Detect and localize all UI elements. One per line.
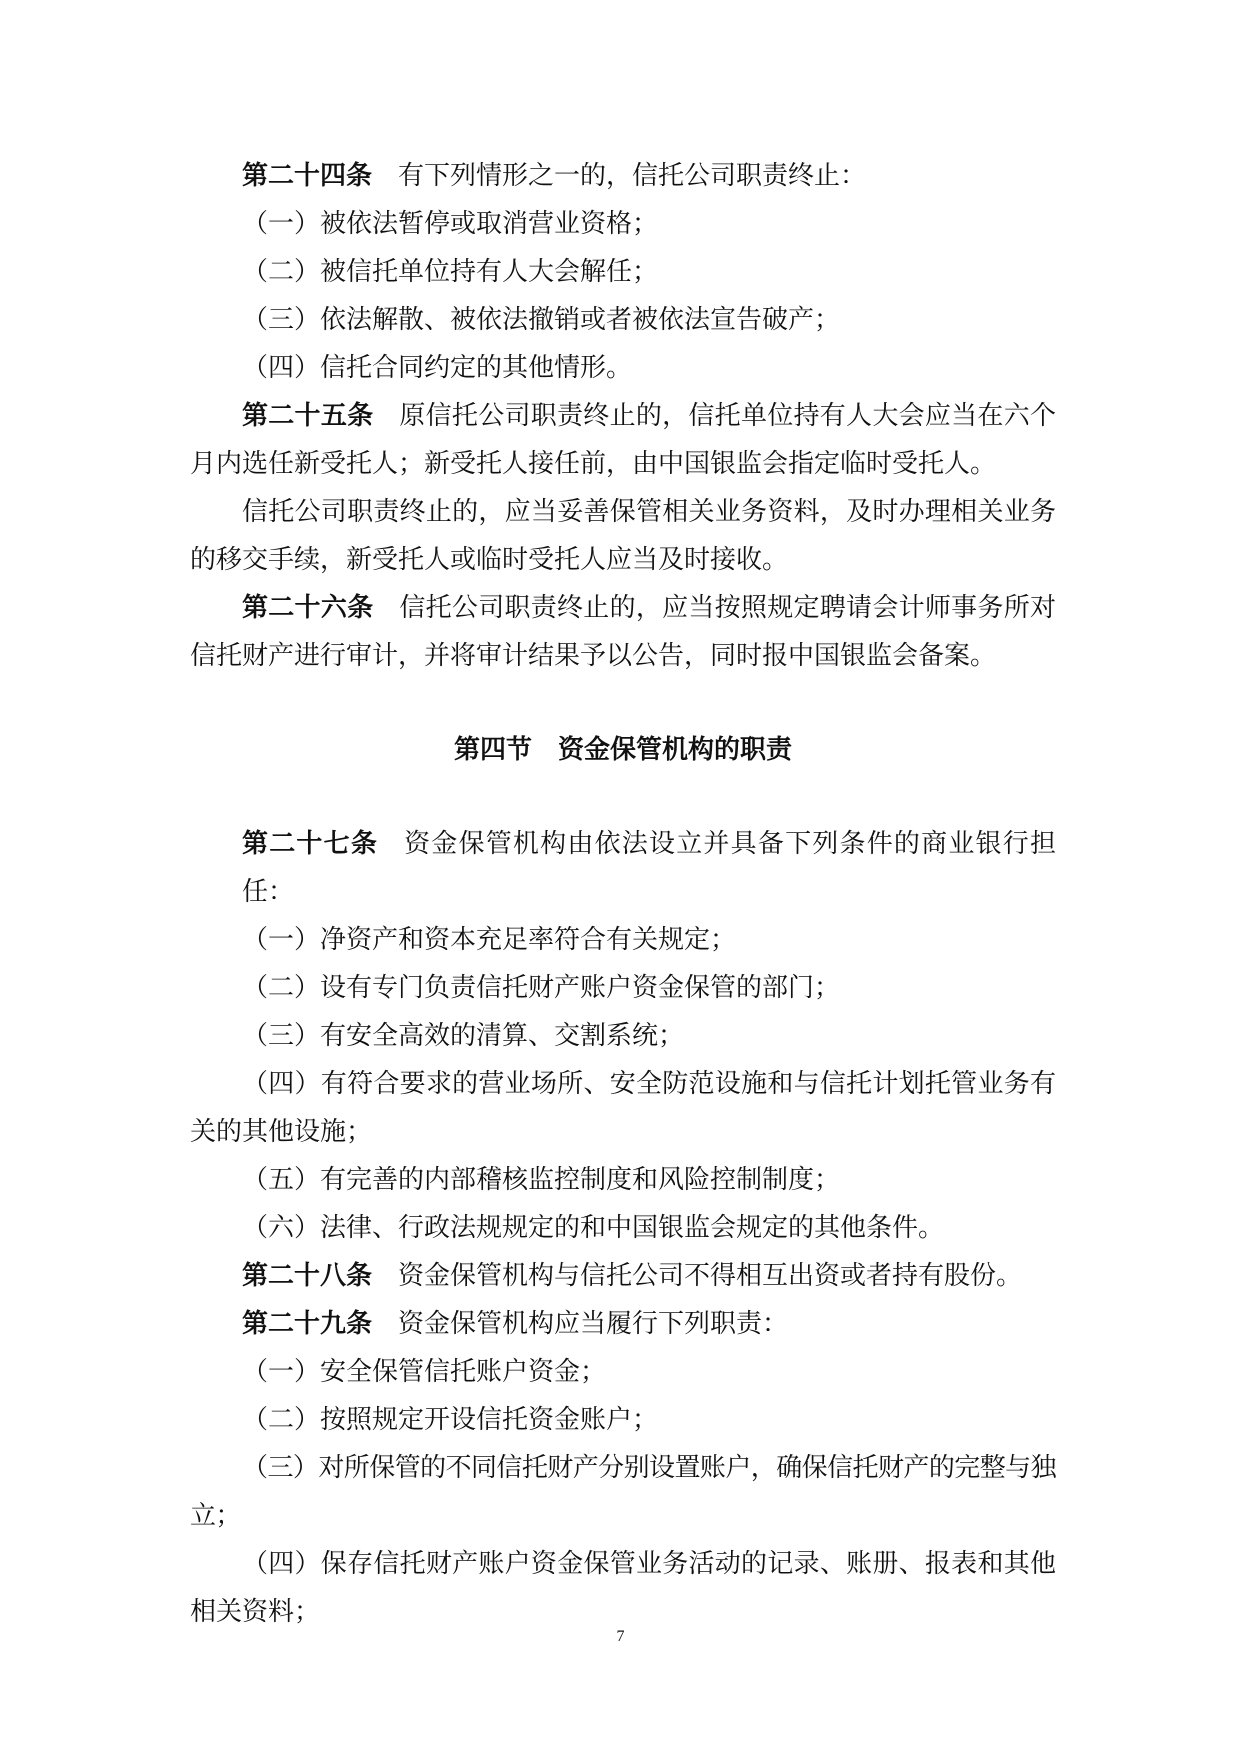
article-29 [190, 1300, 1056, 1348]
article-26 [190, 584, 1056, 680]
list-item: （二）按照规定开设信托资金账户； [242, 1405, 659, 1435]
section-heading: 第四节 资金保管机构的职责 [453, 735, 792, 765]
page-number: 7 [616, 1628, 625, 1645]
spacer [190, 680, 1056, 726]
article-25 [190, 392, 1056, 488]
article-number: 第二十九条 [242, 1309, 373, 1339]
list-item: （五）有完善的内部稽核监控制度和风险控制制度； [242, 1165, 841, 1195]
list-item: （三）有安全高效的清算、交割系统； [242, 1021, 685, 1051]
article-text: 原信托公司职责终止的，信托单位持有人大会应当在六个月内选任新受托人；新受托人接任前，由中国银监会指定临时受托人。 [190, 401, 1056, 479]
article-number: 第二十六条 [242, 593, 374, 623]
list-item: （二）设有专门负责信托财产账户资金保管的部门； [242, 973, 841, 1003]
article-text: 资金保管机构由依法设立并具备下列条件的商业银行担任： [242, 829, 1056, 907]
list-item: （一）被依法暂停或取消营业资格； [242, 209, 659, 239]
article-text: 信托公司职责终止的，应当按照规定聘请会计师事务所对信托财产进行审计，并将审计结果予以公告，同时报中国银监会备案。 [190, 593, 1056, 671]
list-item: （三）依法解散、被依法撤销或者被依法宣告破产； [242, 305, 841, 335]
article-text: 资金保管机构与信托公司不得相互出资或者持有股份。 [398, 1261, 1023, 1291]
article-text: 资金保管机构应当履行下列职责： [398, 1309, 789, 1339]
list-item: （二）被信托单位持有人大会解任； [242, 257, 659, 287]
article-number: 第二十八条 [242, 1261, 373, 1291]
list-item: （一）安全保管信托账户资金； [242, 1357, 607, 1387]
article-number: 第二十五条 [242, 401, 374, 431]
page-body [190, 152, 1056, 1636]
article-28 [190, 1252, 1056, 1300]
list-item: （四）有符合要求的营业场所、安全防范设施和与信托计划托管业务有关的其他设施； [190, 1069, 1056, 1147]
list-item: （四）保存信托财产账户资金保管业务活动的记录、账册、报表和其他相关资料； [190, 1549, 1056, 1627]
list-item: （四）信托合同约定的其他情形。 [242, 353, 633, 383]
spacer [190, 774, 1056, 820]
article-25-paragraph-2: 信托公司职责终止的，应当妥善保管相关业务资料，及时办理相关业务的移交手续，新受托人或临时受托人应当及时接收。 [190, 497, 1056, 575]
list-item: （三）对所保管的不同信托财产分别设置账户，确保信托财产的完整与独立； [190, 1453, 1056, 1531]
article-24 [190, 152, 1056, 200]
article-27 [190, 820, 1056, 916]
list-item: （六）法律、行政法规规定的和中国银监会规定的其他条件。 [242, 1213, 945, 1243]
list-item: （一）净资产和资本充足率符合有关规定； [242, 925, 737, 955]
article-text: 有下列情形之一的，信托公司职责终止： [398, 161, 867, 191]
article-number: 第二十七条 [242, 829, 379, 859]
article-number: 第二十四条 [242, 161, 373, 191]
